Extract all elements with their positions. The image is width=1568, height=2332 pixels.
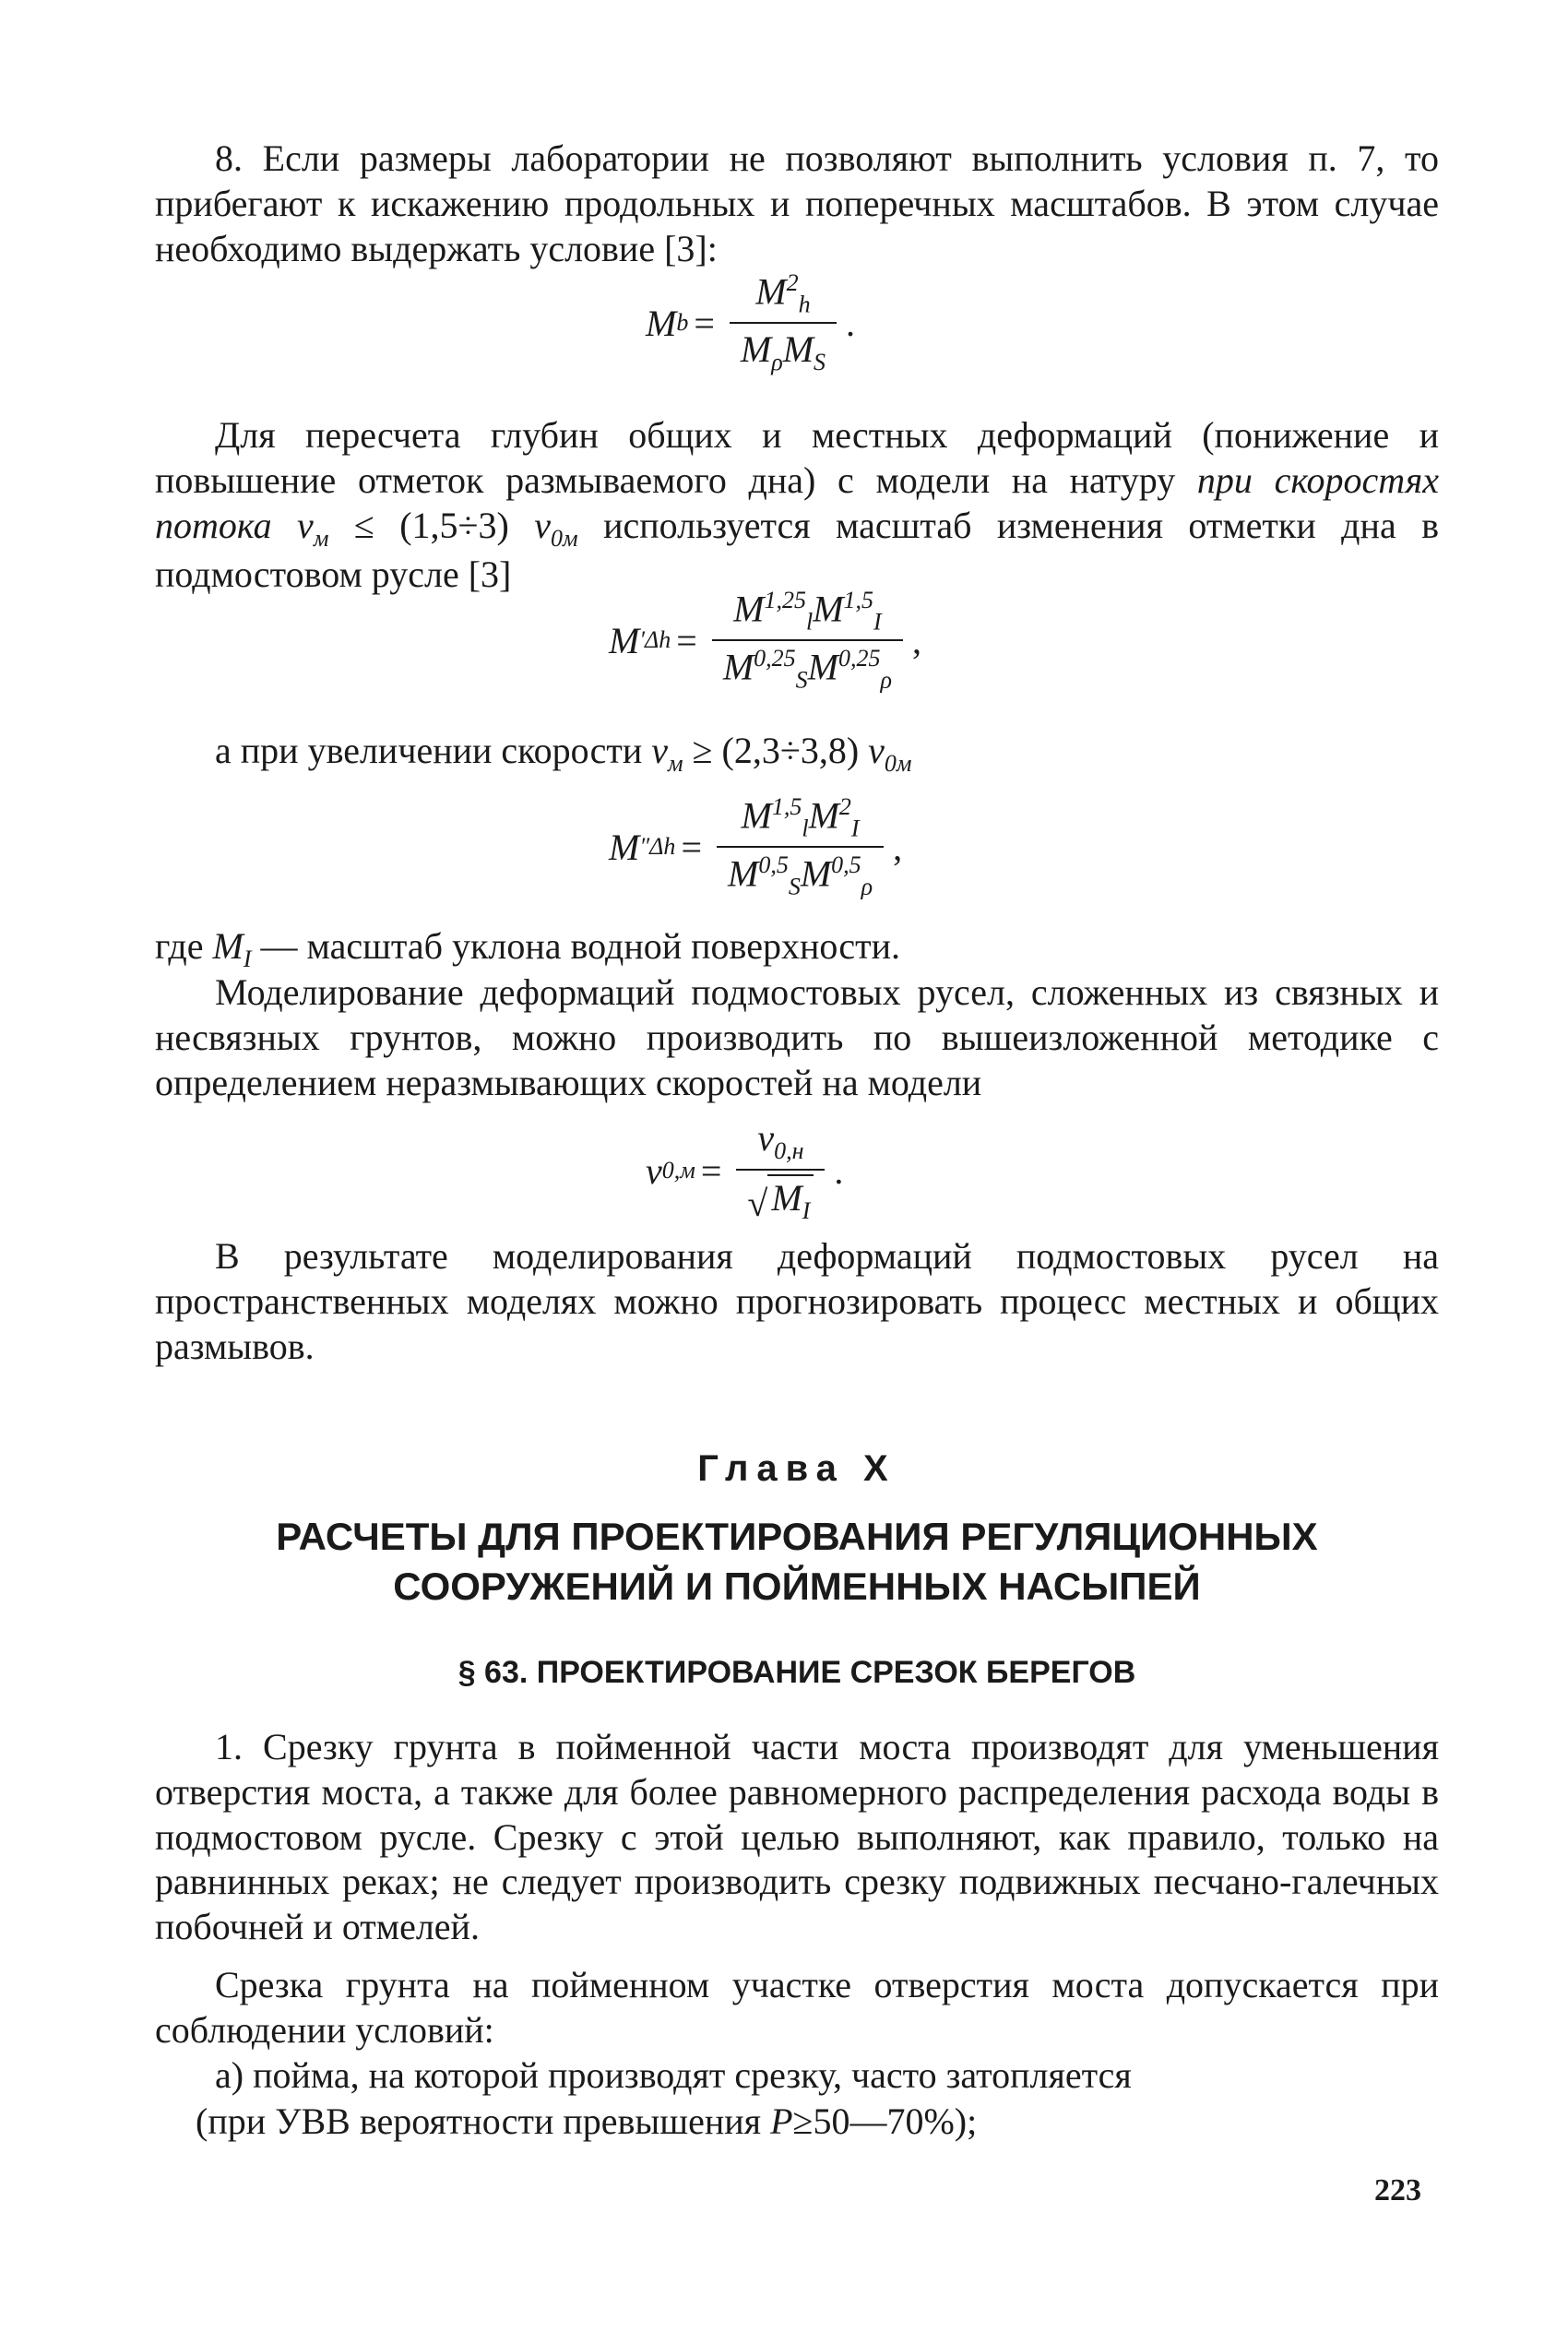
chapter-title-line-1: РАСЧЕТЫ ДЛЯ ПРОЕКТИРОВАНИЯ РЕГУЛЯЦИОННЫХ xyxy=(276,1515,1318,1558)
chapter-label: Глава X xyxy=(697,1448,897,1489)
formula-mdh-double-prime: M ″ Δh = $\frac{M^{1,5}_lM^2_I}{M^{0,5}_SM^{0,5}_\rho}$ , xyxy=(609,793,903,900)
paragraph-where: где $M_I$ — масштаб уклона водной поверхности. xyxy=(155,925,900,972)
paragraph-cut-conditions: Срезка грунта на пойменном участке отверстия моста допускается при соблюдении условий: xyxy=(155,1964,1439,2051)
paragraph-increase-speed: а при увеличении скорости $v_м \ge (2,3\div 3,8)$ $v_{0м}$ xyxy=(215,730,912,777)
paragraph-condition-a-cont: (при УВВ вероятности превышения P≥50—70%); xyxy=(196,2100,978,2142)
paragraph-modeling: Моделирование деформаций подмостовых русел, сложенных из связных и несвязных грунтов, можно производить по вышеизложенной методике с определением неразмывающих скоростей на модели xyxy=(155,971,1439,1103)
formula-mdh-prime: M ′ Δh = $\frac{M^{1,25}_lM^{1,5}_I}{M^{0,25}_SM^{0,25}_\rho}$ , xyxy=(609,587,921,694)
formula-v0m: v 0,м = $v_{0,н}$ √ $M_I$ . xyxy=(646,1117,844,1224)
page-number: 223 xyxy=(1374,2173,1421,2207)
paragraph-cut-purpose: 1. Срезку грунта в пойменной части моста производят для уменьшения отверстия моста, а также для более равномерного распределения расхода воды в подмостовом русле. Срезку с этой целью выполняют, как правило, только на равнинных реках; не следует производить срезку подвижных песчано-галечных побочней и отмелей. xyxy=(155,1726,1439,1948)
formula-mb: M b = $\frac{M^2_h}{M_\rho M_S}$ . xyxy=(646,269,856,376)
paragraph-recalculation: Для пересчета глубин общих и местных деформаций (понижение и повышение отметок размываемого дна) с модели на натуру при скоростях потока $v_м \le (1,5\div 3)$ $v_{0м}$ используется масштаб изменения отметки дна в подмостовом русле [3] xyxy=(155,414,1440,596)
chapter-title-line-2: СООРУЖЕНИЙ И ПОЙМЕННЫХ НАСЫПЕЙ xyxy=(393,1565,1201,1608)
paragraph-condition-a: а) пойма, на которой производят срезку, часто затопляется xyxy=(215,2054,1132,2096)
paragraph-result: В результате моделирования деформаций подмостовых русел на пространственных моделях можно прогнозировать процесс местных и общих размывов. xyxy=(155,1235,1439,1367)
section-title: § 63. ПРОЕКТИРОВАНИЕ СРЕЗОК БЕРЕГОВ xyxy=(457,1655,1136,1690)
paragraph-condition-intro: 8. Если размеры лаборатории не позволяют выполнить условия п. 7, то прибегают к искажению продольных и поперечных масштабов. В этом случае необходимо выдержать условие [3]: xyxy=(155,137,1439,269)
